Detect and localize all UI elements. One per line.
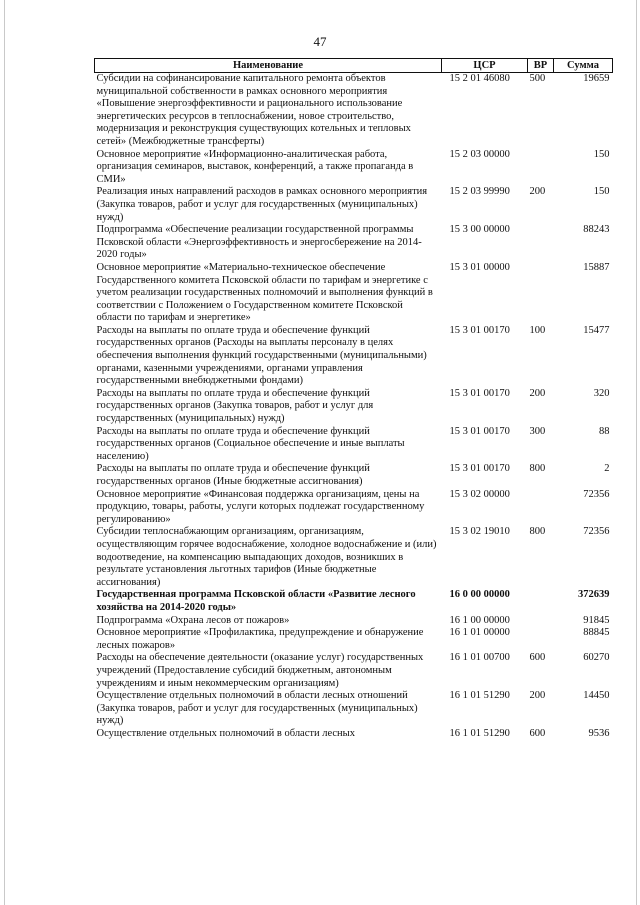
table-row — [95, 615, 613, 628]
table-row — [95, 149, 613, 187]
row-sum: 320 — [593, 387, 610, 399]
row-sum: 60270 — [583, 652, 610, 664]
row-name: Государственная программа Псковской области «Развитие лесного хозяйства на 2014-2020 годы» — [96, 589, 416, 613]
table-body — [95, 73, 613, 741]
row-sum: 9536 — [588, 727, 610, 739]
row-name: Расходы на выплаты по оплате труда и обеспечение функций государственных органов (Иные бюджетные ассигнования) — [96, 463, 370, 487]
table-row — [95, 627, 613, 652]
header-name: Наименование — [95, 59, 442, 73]
row-csr: 16 1 01 51290 — [449, 690, 510, 702]
row-name: Осуществление отдельных полномочий в области лесных — [96, 727, 355, 739]
row-sum: 72356 — [583, 488, 610, 500]
row-csr: 16 1 01 00700 — [449, 652, 510, 664]
row-vr: 600 — [529, 652, 546, 664]
table-row — [95, 652, 613, 690]
row-csr: 15 2 01 46080 — [449, 73, 510, 84]
row-vr: 200 — [529, 690, 546, 702]
row-csr: 15 3 01 00170 — [449, 387, 510, 399]
row-csr: 16 1 00 00000 — [449, 614, 510, 626]
row-csr: 15 3 01 00170 — [449, 425, 510, 437]
row-vr — [528, 615, 554, 628]
row-name: Расходы на выплаты по оплате труда и обеспечение функций государственных органов (Расходы на выплаты персоналу в целях обеспечения выполнения функций государственными (муниципальными) органами, казенными учреждениями, органами управления государственными внебюджетными фондами) — [96, 324, 427, 387]
header-sum: Сумма — [554, 59, 613, 73]
row-sum: 88845 — [583, 627, 610, 639]
row-vr: 500 — [529, 73, 546, 84]
row-sum: 150 — [593, 148, 610, 160]
row-vr: 100 — [529, 324, 546, 336]
table-row — [95, 690, 613, 728]
row-vr — [528, 224, 554, 262]
row-sum: 15477 — [583, 324, 610, 336]
row-name: Основное мероприятие «Профилактика, предупреждение и обнаружение лесных пожаров» — [96, 627, 424, 651]
row-vr — [528, 262, 554, 325]
row-name: Основное мероприятие «Материально-техническое обеспечение Государственного комитета Псковской области по тарифам и энергетике с учетом реализации государственных полномочий и выполнения функций в соответствии с Положением о Государственном комитете Псковской области по тарифам и энергетике» — [96, 261, 433, 324]
table-row — [95, 728, 613, 741]
table-row — [95, 426, 613, 464]
row-vr: 800 — [529, 526, 546, 538]
row-name: Субсидии на софинансирование капитального ремонта объектов муниципальной собственности в рамках основного мероприятия «Повышение энергоэффективности и рационального использование энергетических ресурсов в теплоснабжении, новое строительство, модернизация и реконструкция существующих котельных и тепловых сетей» (Межбюджетные трансферты) — [96, 73, 411, 147]
table-row — [95, 589, 613, 614]
scan-edge-right — [636, 0, 637, 905]
row-vr: 300 — [529, 425, 546, 437]
row-csr: 16 1 01 00000 — [449, 627, 510, 639]
row-name: Реализация иных направлений расходов в рамках основного мероприятия (Закупка товаров, работ и услуг для государственных (муниципальных) нужд) — [96, 186, 428, 223]
row-sum: 372639 — [578, 589, 610, 601]
page-number: 47 — [313, 34, 327, 49]
table-row — [95, 463, 613, 488]
row-csr: 15 2 03 99990 — [449, 186, 510, 198]
row-name: Основное мероприятие «Информационно-аналитическая работа, организация семинаров, выставок, конференций, а также пропаганда в СМИ» — [96, 148, 414, 185]
row-name: Осуществление отдельных полномочий в области лесных отношений (Закупка товаров, работ и услуг для государственных (муниципальных) нужд) — [96, 690, 418, 727]
row-sum: 2 — [604, 463, 610, 475]
row-csr: 15 3 01 00000 — [449, 261, 510, 273]
row-sum: 150 — [593, 186, 610, 198]
table-row — [95, 186, 613, 224]
row-csr: 15 3 02 00000 — [449, 488, 510, 500]
row-csr: 16 0 00 00000 — [449, 589, 510, 601]
row-sum: 88 — [599, 425, 610, 437]
row-name: Субсидии теплоснабжающим организациям, организациям, осуществляющим горячее водоснабжение, холодное водоснабжение и (или) водоотведение, на компенсацию выпадающих доходов, возникших в результате установления льготных тарифов (Иные бюджетные ассигнования) — [96, 526, 437, 588]
row-vr: 200 — [529, 186, 546, 198]
header-csr: ЦСР — [442, 59, 528, 73]
row-vr — [528, 589, 554, 614]
row-vr — [528, 627, 554, 652]
row-sum: 14450 — [583, 690, 610, 702]
budget-table — [94, 58, 613, 740]
row-vr: 600 — [529, 727, 546, 739]
row-vr — [528, 489, 554, 527]
row-name: Расходы на выплаты по оплате труда и обеспечение функций государственных органов (Закупка товаров, работ и услуг для государственных (муниципальных) нужд) — [96, 387, 374, 425]
row-sum: 72356 — [583, 526, 610, 538]
row-csr: 15 3 01 00170 — [449, 463, 510, 475]
table-row — [95, 224, 613, 262]
row-sum: 19659 — [583, 73, 610, 84]
scan-edge-left — [4, 0, 5, 905]
row-csr: 15 2 03 00000 — [449, 148, 510, 160]
table-header-row — [95, 59, 613, 73]
row-vr: 200 — [529, 387, 546, 399]
row-name: Основное мероприятие «Финансовая поддержка организациям, цены на продукцию, товары, работы, услуги которых подлежат государственному регулированию» — [96, 488, 425, 525]
row-sum: 91845 — [583, 614, 610, 626]
table-row — [95, 325, 613, 388]
row-name: Расходы на выплаты по оплате труда и обеспечение функций государственных органов (Социальное обеспечение и иные выплаты населению) — [96, 425, 405, 462]
row-name: Подпрограмма «Охрана лесов от пожаров» — [96, 614, 290, 626]
row-name: Расходы на обеспечение деятельности (оказание услуг) государственных учреждений (Предоставление субсидий бюджетным, автономным учреждениям и иным некоммерческим организациям) — [96, 652, 424, 689]
row-sum: 88243 — [583, 224, 610, 236]
table-row — [95, 526, 613, 589]
header-vr: ВР — [528, 59, 554, 73]
row-csr: 15 3 01 00170 — [449, 324, 510, 336]
row-name: Подпрограмма «Обеспечение реализации государственной программы Псковской области «Энергоэффективность и энергосбережение на 2014-2020 годы» — [96, 224, 422, 261]
row-vr: 800 — [529, 463, 546, 475]
table-row — [95, 262, 613, 325]
table-row — [95, 489, 613, 527]
row-sum: 15887 — [583, 261, 610, 273]
row-csr: 16 1 01 51290 — [449, 727, 510, 739]
row-csr: 15 3 00 00000 — [449, 224, 510, 236]
row-csr: 15 3 02 19010 — [449, 526, 510, 538]
table-row — [95, 73, 613, 149]
row-vr — [528, 149, 554, 187]
table-row — [95, 388, 613, 426]
